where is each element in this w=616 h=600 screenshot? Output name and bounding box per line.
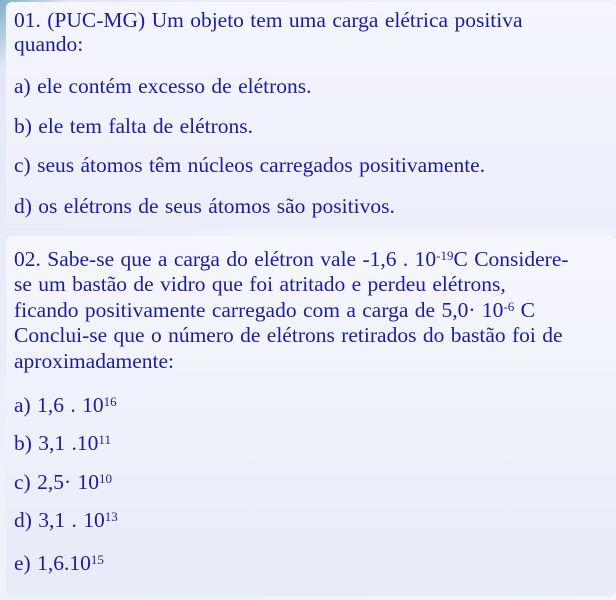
exponent: 11 (98, 432, 111, 447)
q2-stem-line-1 (14, 247, 569, 271)
q2-option-b[interactable] (14, 431, 111, 455)
text: C Considere- (453, 247, 569, 271)
q1-option-a[interactable]: a) ele contém excesso de elétrons. (14, 74, 312, 98)
exponent: 13 (104, 509, 118, 524)
q2-stem-line-2: se um bastão de vidro que foi atritado e perdeu elétrons, (14, 272, 506, 296)
q1-option-c[interactable]: c) seus átomos têm núcleos carregados positivamente. (14, 153, 486, 177)
q1-option-d[interactable]: d) os elétrons de seus átomos são positivos. (14, 194, 395, 218)
option-text: d) 3,1 . 10 (14, 508, 105, 532)
q1-option-b[interactable]: b) ele tem falta de elétrons. (14, 114, 254, 138)
q2-option-a[interactable] (14, 393, 117, 417)
q2-option-e[interactable] (14, 551, 104, 575)
q1-stem-line-2: quando: (14, 32, 84, 56)
option-text: c) 2,5· 10 (14, 470, 99, 494)
option-text: a) 1,6 . 10 (14, 393, 104, 417)
exponent: 16 (103, 394, 117, 409)
option-text: e) 1,6.10 (14, 551, 91, 575)
text: ficando positivamente carregado com a carga de 5,0· 10 (14, 298, 504, 322)
q1-stem-line-1: 01. (PUC-MG) Um objeto tem uma carga elétrica positiva (14, 8, 523, 32)
q2-option-c[interactable] (14, 470, 112, 494)
exponent: -19 (436, 248, 454, 263)
option-text: b) 3,1 .10 (14, 431, 99, 455)
q2-option-d[interactable] (14, 508, 118, 532)
exponent: 10 (99, 471, 112, 486)
exponent: -6 (503, 299, 515, 314)
q2-stem-line-3 (14, 298, 535, 322)
q2-stem-line-4: Conclui-se que o número de elétrons retirados do bastão foi de (14, 323, 563, 347)
text: C (514, 298, 535, 322)
text: 02. Sabe-se que a carga do elétron vale -1,6 . 10 (14, 247, 437, 271)
exponent: 15 (90, 552, 104, 567)
q2-stem-line-5: aproximadamente: (14, 349, 174, 373)
